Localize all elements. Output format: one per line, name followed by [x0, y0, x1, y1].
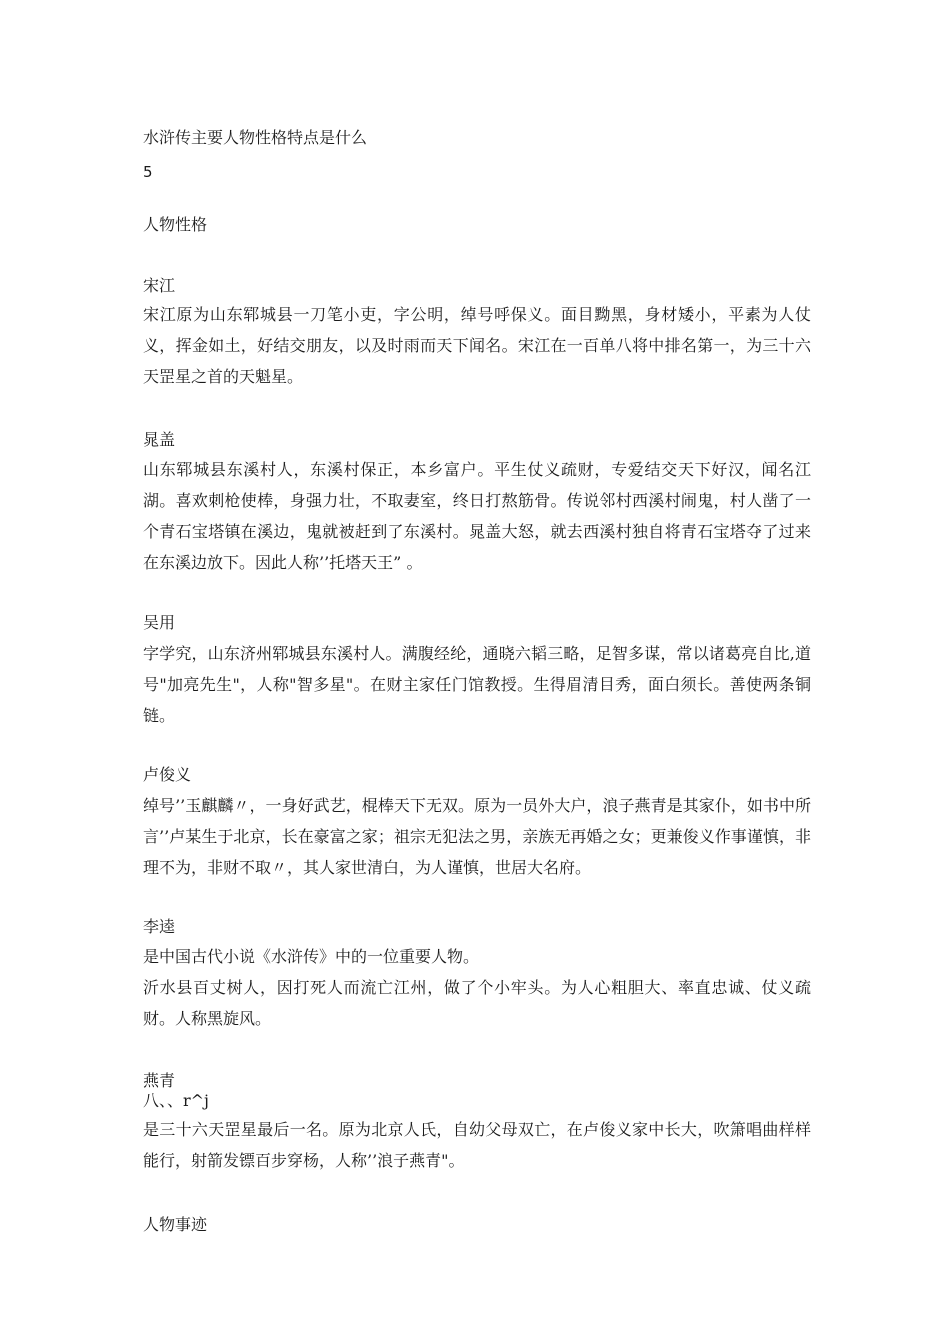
document-title: 水浒传主要人物性格特点是什么: [143, 128, 368, 147]
character-desc-yanqing: 是三十六天罡星最后一名。原为北京人氏，自幼父母双亡，在卢俊义家中长大，吹箫唱曲样样能行，射箭发镖百步穿杨，人称’’浪子燕青"。: [143, 1120, 811, 1170]
character-extra-yanqing: [143, 1091, 209, 1111]
character-name-songjiang: 宋江: [143, 276, 176, 295]
character-name-likui: 李逵: [143, 917, 176, 936]
character-desc-likui-2: 沂水县百丈树人，因打死人而流亡江州，做了个小牢头。为人心粗胆大、率直忠诚、仗义疏财。人称黑旋风。: [143, 978, 811, 1028]
section-heading-deeds: 人物事迹: [143, 1215, 208, 1234]
character-name-wuyong: 吴用: [143, 613, 176, 632]
character-name-chaogai: 晁盖: [143, 430, 176, 449]
answer-count: 5: [143, 163, 153, 181]
character-name-yanqing: 燕青: [143, 1071, 176, 1090]
character-desc-chaogai: 山东郓城县东溪村人，东溪村保正，本乡富户。平生仗义疏财，专爱结交天下好汉，闻名江湖。喜欢刺枪使棒，身强力壮，不取妻室，终日打熬筋骨。传说邻村西溪村闹鬼，村人凿了一个青石宝塔镇在溪边，鬼就被赶到了东溪村。晁盖大怒，就去西溪村独自将青石宝塔夺了过来在东溪边放下。因此人称’’托塔天王” 。: [143, 460, 811, 572]
character-desc-lujunyi: 绰号’’玉麒麟〃，一身好武艺，棍棒天下无双。原为一员外大户，浪子燕青是其家仆，如书中所言’’卢某生于北京，长在豪富之家；祖宗无犯法之男，亲族无再婚之女；更兼俊义作事谨慎，非理不为，非财不取〃，其人家世清白，为人谨慎，世居大名府。: [143, 796, 811, 877]
character-desc-wuyong: 字学究，山东济州郓城县东溪村人。满腹经纶，通晓六韬三略，足智多谋，常以诸葛亮自比,道号"加亮先生"，人称"智多星"。在财主家任门馆教授。生得眉清目秀，面白须长。善使两条铜链。: [143, 644, 811, 725]
character-desc-likui: 是中国古代小说《水浒传》中的一位重要人物。: [143, 947, 480, 966]
character-name-lujunyi: 卢俊义: [143, 765, 192, 784]
yanqing-extra-text: 八、、r^j: [143, 1091, 210, 1110]
section-heading-personality: 人物性格: [143, 215, 208, 234]
character-desc-songjiang: 宋江原为山东郓城县一刀笔小吏，字公明，绰号呼保义。面目黝黑，身材矮小，平素为人仗义，挥金如土，好结交朋友，以及时雨而天下闻名。宋江在一百单八将中排名第一，为三十六天罡星之首的天魁星。: [143, 305, 811, 386]
